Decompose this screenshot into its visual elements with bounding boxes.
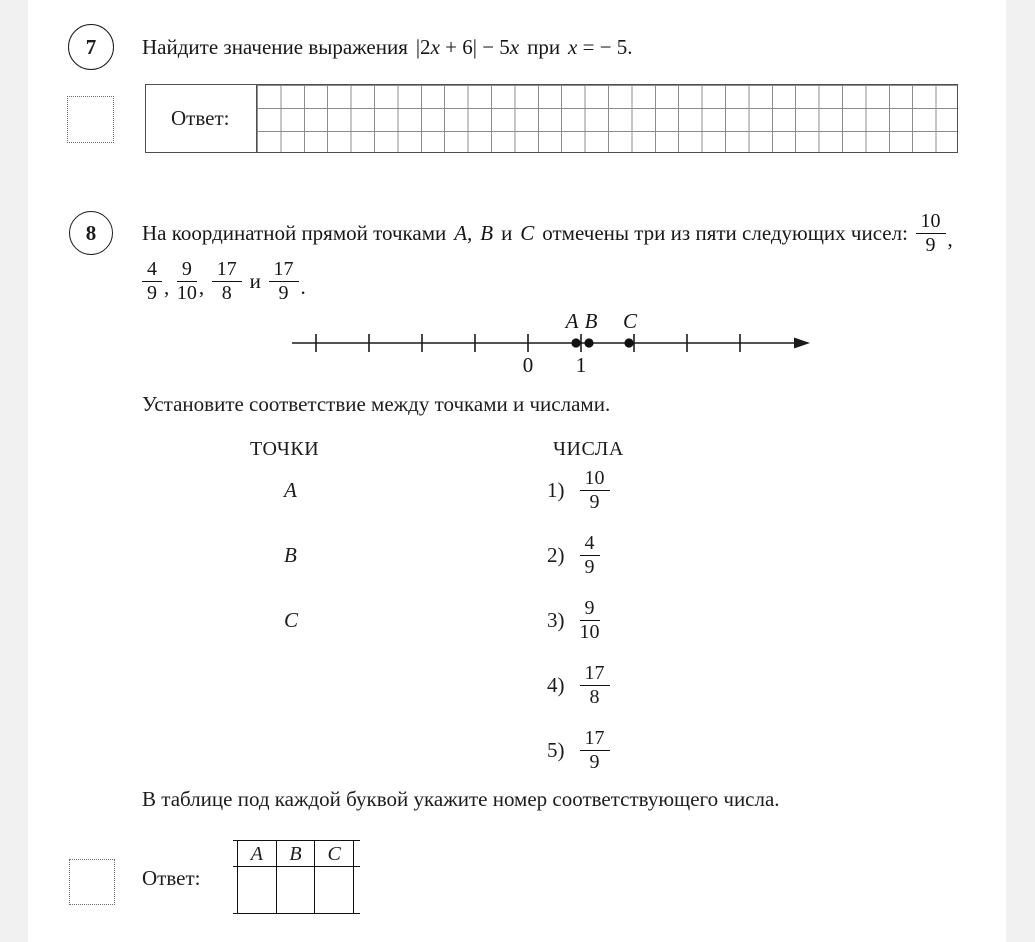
problem-8-statement-line2 [142, 255, 306, 307]
match-number-2 [547, 530, 600, 580]
problem-8-text1: На координатной прямой точками [142, 220, 447, 245]
comma: , [164, 275, 170, 299]
answer-table-cell-c[interactable] [315, 867, 354, 914]
conjunction: и [501, 220, 513, 245]
problem-8-text2: отмечены три из пяти следующих чисел: [542, 220, 908, 245]
fraction-9-10: 9 10 [579, 596, 600, 643]
problem-8-answer-table [237, 841, 354, 914]
problem-8-number: 8 [85, 220, 97, 245]
point-a-mention: A, [454, 220, 473, 245]
answer-label-text: Ответ: [171, 106, 230, 130]
problem-7-statement [142, 34, 633, 60]
problem-8-number-circle [69, 211, 113, 255]
period: . [300, 275, 306, 299]
tick-label-0: 0 [522, 353, 534, 377]
number-5-label: 5) [547, 737, 565, 762]
fraction-10-9: 10 9 [580, 468, 610, 513]
number-3-label: 3) [547, 607, 565, 632]
point-b-label: B [584, 309, 598, 333]
point-b-mention: B [480, 220, 494, 245]
problem-7-expression: |2x + 6| − 5x [415, 34, 520, 59]
answer-table-body-row [238, 867, 354, 914]
match-point-c: C [284, 608, 299, 632]
fraction-17-9: 17 9 [269, 259, 299, 304]
problem-7-text-mid: при [527, 34, 561, 59]
fraction-17-8: 17 8 [580, 663, 610, 708]
problem-7-score-box[interactable] [67, 96, 114, 143]
match-point-a: A [284, 478, 297, 502]
number-2-label: 2) [547, 542, 565, 567]
problem-7-text: Найдите значение выражения [142, 34, 408, 59]
number-line-diagram [290, 307, 815, 377]
match-number-5 [547, 725, 610, 775]
problem-7-answer-box [145, 84, 958, 153]
problem-8-statement-line1 [142, 207, 953, 259]
match-number-1 [547, 465, 610, 515]
answer-table-header-b: B [277, 841, 316, 867]
point-c-mention: C [520, 220, 535, 245]
fraction-4-9: 4 9 [580, 533, 600, 578]
point-c-label: C [622, 309, 638, 333]
match-number-4 [547, 660, 610, 710]
table-rule-bottom [233, 913, 360, 914]
match-number-3 [547, 595, 600, 645]
table-note: В таблице под каждой буквой укажите номер соответствующего числа. [142, 787, 780, 811]
comma: , [198, 275, 205, 299]
answer-table-cell-a[interactable] [238, 867, 277, 914]
number-1-label: 1) [547, 477, 565, 502]
comma: , [947, 227, 953, 251]
tick-label-1: 1 [575, 353, 587, 377]
answer-table-cell-b[interactable] [277, 867, 316, 914]
number-4-label: 4) [547, 672, 565, 697]
fraction-10-9: 10 9 [916, 211, 946, 256]
point-b-dot [584, 338, 593, 347]
answer-table-header-a: A [238, 841, 277, 867]
problem-7-answer-grid[interactable] [257, 85, 957, 152]
fraction-4-9: 4 9 [142, 259, 162, 304]
fraction-17-8: 17 8 [212, 259, 242, 304]
numbers-column-header: ЧИСЛА [553, 438, 624, 460]
points-column-header: ТОЧКИ [250, 438, 320, 460]
table-rule-middle [233, 866, 360, 867]
answer-table-header-c: C [315, 841, 354, 867]
table-rule-top [233, 840, 360, 841]
problem-7-condition: x = − 5. [568, 34, 633, 59]
fraction-9-10: 9 10 [176, 257, 197, 304]
point-c-dot [624, 338, 633, 347]
problem-7-number-circle [68, 24, 114, 70]
conjunction: и [249, 268, 261, 293]
matching-instruction: Установите соответствие между точками и числами. [142, 392, 611, 416]
fraction-17-9: 17 9 [580, 728, 610, 773]
answer-table-header-row [238, 841, 354, 867]
problem-8-score-box[interactable] [69, 859, 115, 905]
arrow-right-icon [794, 338, 810, 349]
point-a-label: A [565, 309, 579, 333]
problem-8-answer-label: Ответ: [142, 866, 201, 890]
point-a-dot [571, 338, 580, 347]
problem-7-answer-label [146, 85, 257, 152]
problem-7-number: 7 [85, 34, 97, 59]
match-point-b: B [284, 543, 297, 567]
